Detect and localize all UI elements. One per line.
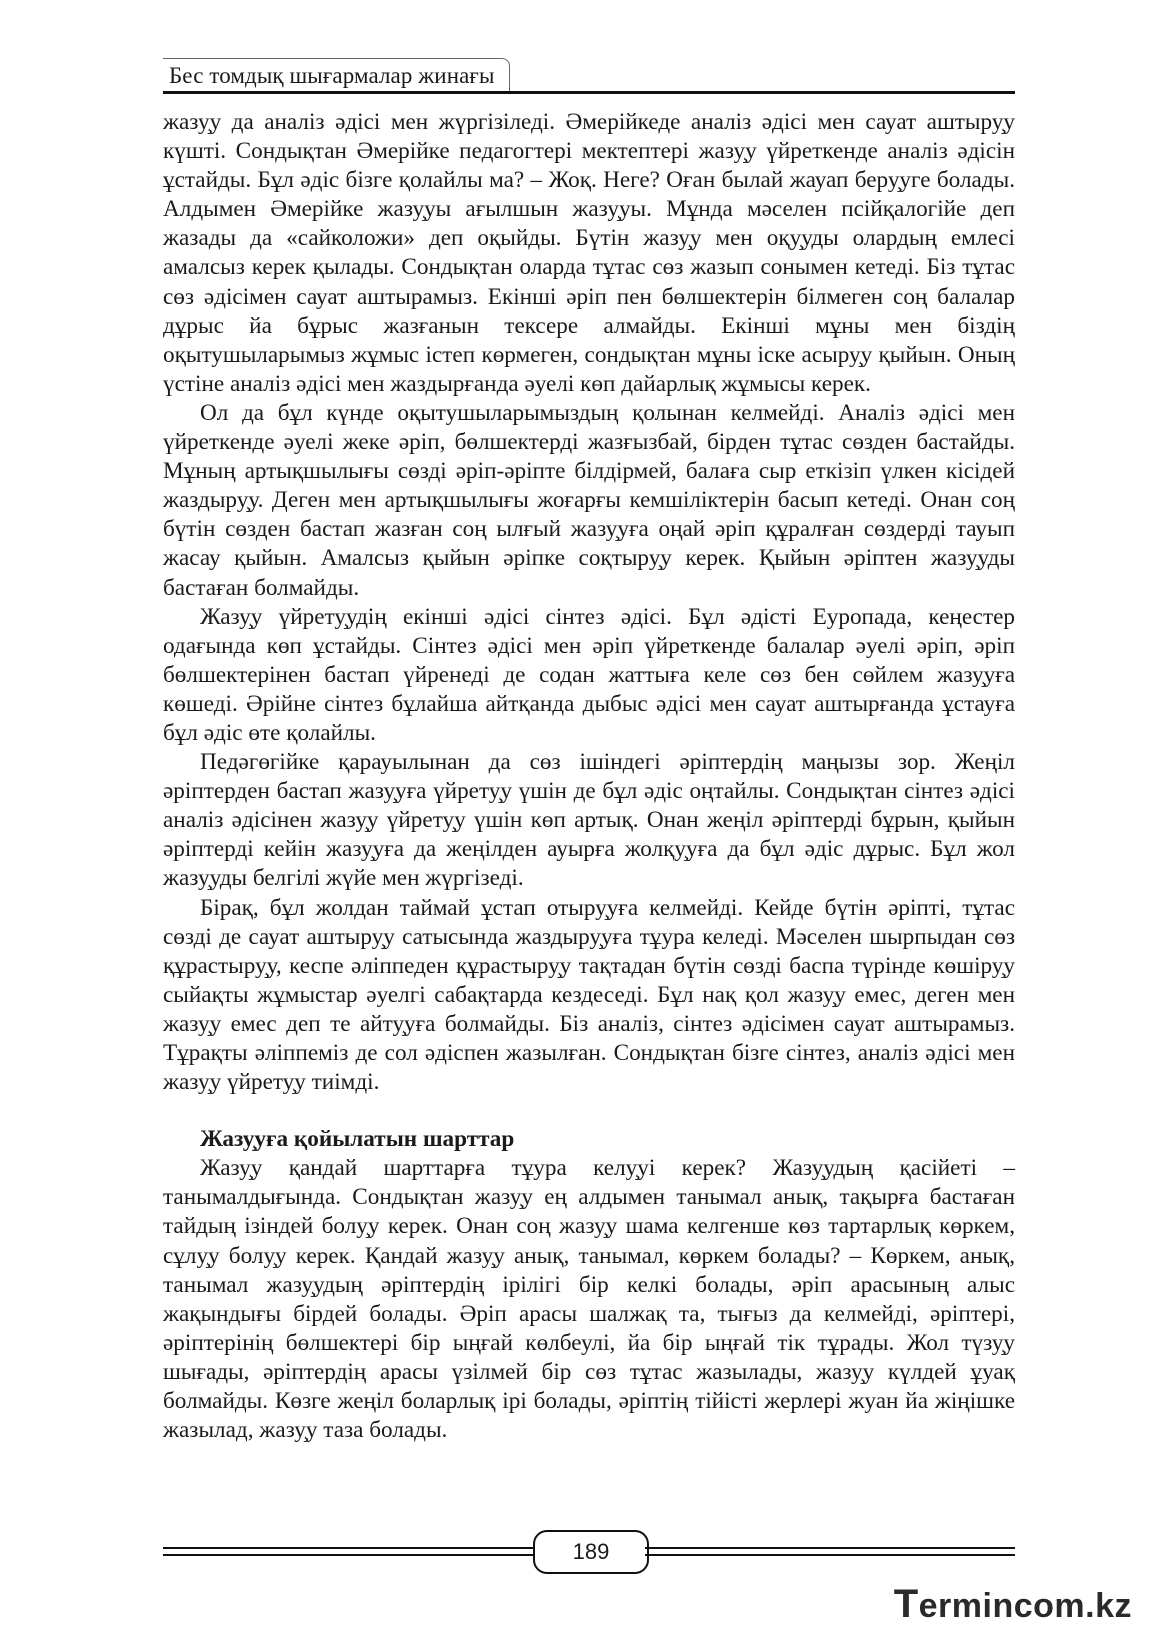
page-footer [163,1530,1015,1574]
footer-rule-left [163,1547,533,1556]
header-rule [163,91,1015,94]
section-heading: Жазу̧уға қойылатын шарттар [200,1126,515,1153]
watermark-logo [894,1582,1132,1627]
paragraph-6: Жазу̧у қандай шарттарға тұура келу̧уі керек? Жазу̧удың қасійеті – танымалдығында. Сондықтан жазу̧у ең алдымен танымал анық, тақырға бастаған тайдың ізіндей болу̧у керек. Онан соң жазу̧у шама келгенше көз тартарлық көркем, сұлу̧у болу̧у керек. Қандай жазу̧у анық, танымал, көркем болады? – Көркем, анық, танымал жазу̧удың әріптердің ірілігі бір келкі болады, әріп арасының алыс жақындығы бірдей болады. Әріп арасы шалжақ та, тығыз да келмейді, әріптері, әріптерінің бөлшектері бір ыңғай көлбеулі, йа бір ыңғай тік тұрады. Жол түзу̧у шығады, әріптердің арасы үзілмей бір сөз тұтас жазылады, жазу̧у күлдей ұуақ болмайды. Көзге жеңіл боларлық ірі болады, әріптің тійісті жерлері жуан йа жіңішке жазылад, жазу̧у таза болады. [163,1155,1015,1444]
paragraph-2: Ол да бұл күнде оқытушыларымыздың қолынан келмейді. Аналіз әдісі мен үйреткенде әуелі жеке әріп, бөлшектерді жазғызбай, бірден тұтас сөзден бастайды. Мұның артықшылығы сөзді әріп-әріпте білдірмей, балаға сыр еткізіп үлкен кісідей жаздыру̧у. Деген мен артықшылығы жоғарғы кемшіліктерін басып кетеді. Онан соң бүтін сөзден бастап жазған соң ылғый жазу̧уға оңай әріп құралған сөздерді тауып жасау қыйын. Амалсыз қыйын әріпке соқтыру̧у керек. Қыйын әріптен жазу̧уды бастаған болмайды. [163,399,1015,601]
watermark-text: ermincom.kz [918,1587,1132,1625]
watermark-initial: T [893,1582,919,1626]
page-body [163,108,1015,1445]
paragraph-3: Жазу̧у үйрету̧удің екінші әдісі сінтез әдісі. Бұл әдісті Еуропада, кеңестер одағында көп ұстайды. Сінтез әдісі мен әріп үйреткенде балалар әуелі әріп, әріп бөлшектерінен бастап үйренеді де содан жаттыға келе сөз бен сөйлем жазу̧уға көшеді. Әрійне сінтез бұлайша айтқанда дыбыс әдісі мен сауат аштырғанда ұстауға бұл әдіс өте қолайлы. [163,603,1015,746]
paragraph-5: Бірақ, бұл жолдан таймай ұстап отыру̧уға келмейді. Кейде бүтін әріпті, тұтас сөзді де сауат аштыру̧у сатысында жаздыру̧уға тұура келеді. Мәселен шырпыдан сөз құрастыру̧у, кеспе әліппеден құрастыру̧у тақтадан бүтін сөзді баспа түрінде көшіру̧у сыйақты жұмыстар әуелгі сабақтарда кездеседі. Бұл нақ қол жазу̧у емес, деген мен жазу̧у емес деп те айту̧уға болмайды. Біз аналіз, сінтез әдісімен сауат аштырамыз. Тұрақты әліппеміз де сол әдіспен жазылған. Сондықтан бізге сінтез, аналіз әдісі мен жазу̧у үйрету̧у тиімді. [163,894,1015,1096]
running-header [163,52,1015,94]
page-number: 189 [533,1530,649,1574]
paragraph-1: жазу̧у да аналіз әдісі мен жүргізіледі. Әмерійкеде аналіз әдісі мен сауат аштыру̧у күшті. Сондықтан Әмерійке педагогтері мектептері жазу̧у үйреткенде аналіз әдісін ұстайды. Бұл әдіс бізге қолайлы ма? – Жоқ. Неге? Оған былай жауап беру̧уге болады. Алдымен Әмерійке жазу̧уы ағылшын жазу̧уы. Мұнда мәселен псійқалогійе деп жазады да «сайколожи» деп оқыйды. Бүтін жазу̧у мен оқу̧уды олардың емлесі амалсыз керек қылады. Сондықтан оларда тұтас сөз жазып сонымен кетеді. Біз тұтас сөз әдісімен сауат аштырамыз. Екінші әріп пен бөлшектерін білмеген соң балалар дұрыс йа бұрыс жазғанын тексере алмайды. Екінші мұны мен біздің оқытушыларымыз жұмыс істеп көрмеген, сондықтан мұны іске асыру̧у қыйын. Оның үстіне аналіз әдісі мен жаздырғанда әуелі көп дайарлық жұмысы керек. [163,109,1015,397]
book-title: Бес томдық шығармалар жинағы [163,58,510,93]
paragraph-4: Педәгөгійке қарауылынан да сөз ішіндегі әріптердің маңызы зор. Жеңіл әріптерден бастап жазу̧уға үйрету̧у үшін де бұл әдіс оңтайлы. Сондықтан сінтез әдісі аналіз әдісінен жазу̧у үйрету̧у үшін көп артық. Онан жеңіл әріптерді бұрын, қыйын әріптерді кейін жазу̧уға да жеңілден ауырға жолқу̧уға да бұл әдіс дұрыс. Бұл жол жазу̧уды белгілі жүйе мен жүргізеді. [163,749,1015,892]
footer-rule-right [645,1547,1015,1556]
